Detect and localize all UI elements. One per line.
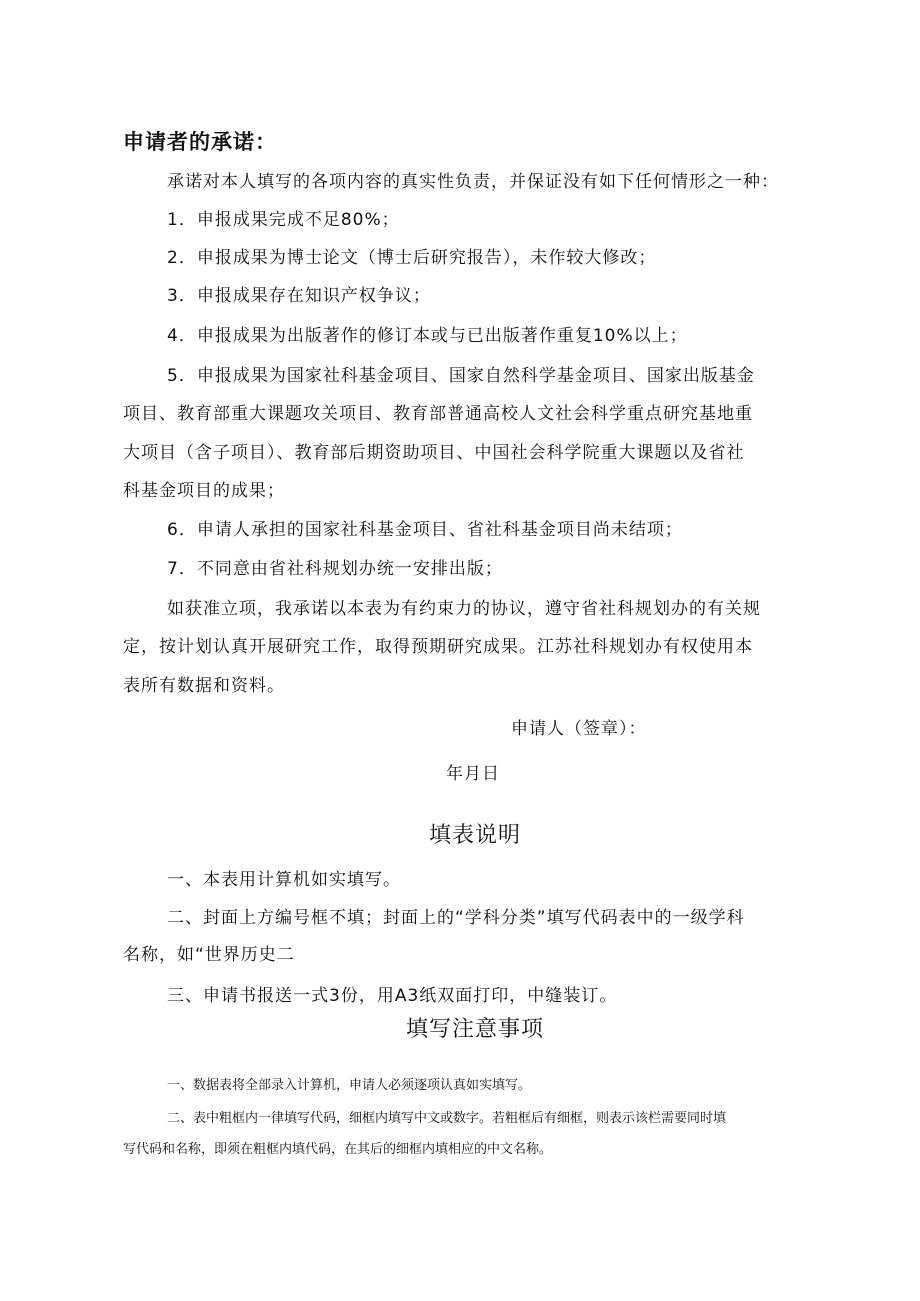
instructions-item-2-line-1: 二、封面上方编号框不填；封面上的“学科分类”填写代码表中的一级学科 <box>167 908 745 928</box>
pledge-line-2: 定，按计划认真开展研究工作，取得预期研究成果。江苏社科规划办有权使用本 <box>123 637 753 657</box>
date-label: 年月日 <box>446 764 500 784</box>
instructions-item-3: 三、申请书报送一式3份，用A3纸双面打印，中缝装订。 <box>167 986 618 1006</box>
instructions-item-2-line-2: 名称，如“世界历史二 <box>123 945 295 965</box>
pledge-line-3: 表所有数据和资料。 <box>123 676 285 696</box>
commitment-item-2: 2．申报成果为博士论文（博士后研究报告），未作较大修改； <box>167 248 657 268</box>
notes-item-2-line-2: 写代码和名称，即须在粗框内填代码，在其后的细框内填相应的中文名称。 <box>123 1142 553 1157</box>
instructions-title: 填表说明 <box>428 823 521 848</box>
notes-title: 填写注意事项 <box>405 1017 544 1042</box>
commitment-item-4: 4．申报成果为出版著作的修订本或与已出版著作重复10%以上； <box>167 326 688 346</box>
signature-label: 申请人（签章）： <box>511 719 647 739</box>
pledge-line-1: 如获准立项，我承诺以本表为有约束力的协议，遵守省社科规划办的有关规 <box>167 599 761 619</box>
commitment-item-3: 3．申报成果存在知识产权争议； <box>167 286 431 306</box>
commitment-item-5-line-3: 大项目（含子项目）、教育部后期资助项目、中国社会科学院重大课题以及省社 <box>123 443 745 463</box>
commitment-intro: 承诺对本人填写的各项内容的真实性负责，并保证没有如下任何情形之一种： <box>167 172 779 192</box>
commitment-item-5-line-4: 科基金项目的成果； <box>123 481 285 501</box>
commitment-heading: 申请者的承诺： <box>123 130 277 154</box>
commitment-item-5-line-2: 项目、教育部重大课题攻关项目、教育部普通高校人文社会科学重点研究基地重 <box>123 404 753 424</box>
commitment-item-7: 7．不同意由省社科规划办统一安排出版； <box>167 559 503 579</box>
instructions-item-1: 一、本表用计算机如实填写。 <box>167 870 401 890</box>
notes-item-2-line-1: 二、表中粗框内一律填写代码，细框内填写中文或数字。若粗框后有细框，则表示该栏需要同时填 <box>167 1111 727 1126</box>
notes-item-1: 一、数据表将全部录入计算机，申请人必须逐项认真如实填写。 <box>167 1078 532 1093</box>
commitment-item-1: 1．申报成果完成不足80%； <box>167 210 400 230</box>
commitment-item-5-line-1: 5．申报成果为国家社科基金项目、国家自然科学基金项目、国家出版基金 <box>167 366 755 386</box>
commitment-item-6: 6．申请人承担的国家社科基金项目、省社科基金项目尚未结项； <box>167 520 683 540</box>
